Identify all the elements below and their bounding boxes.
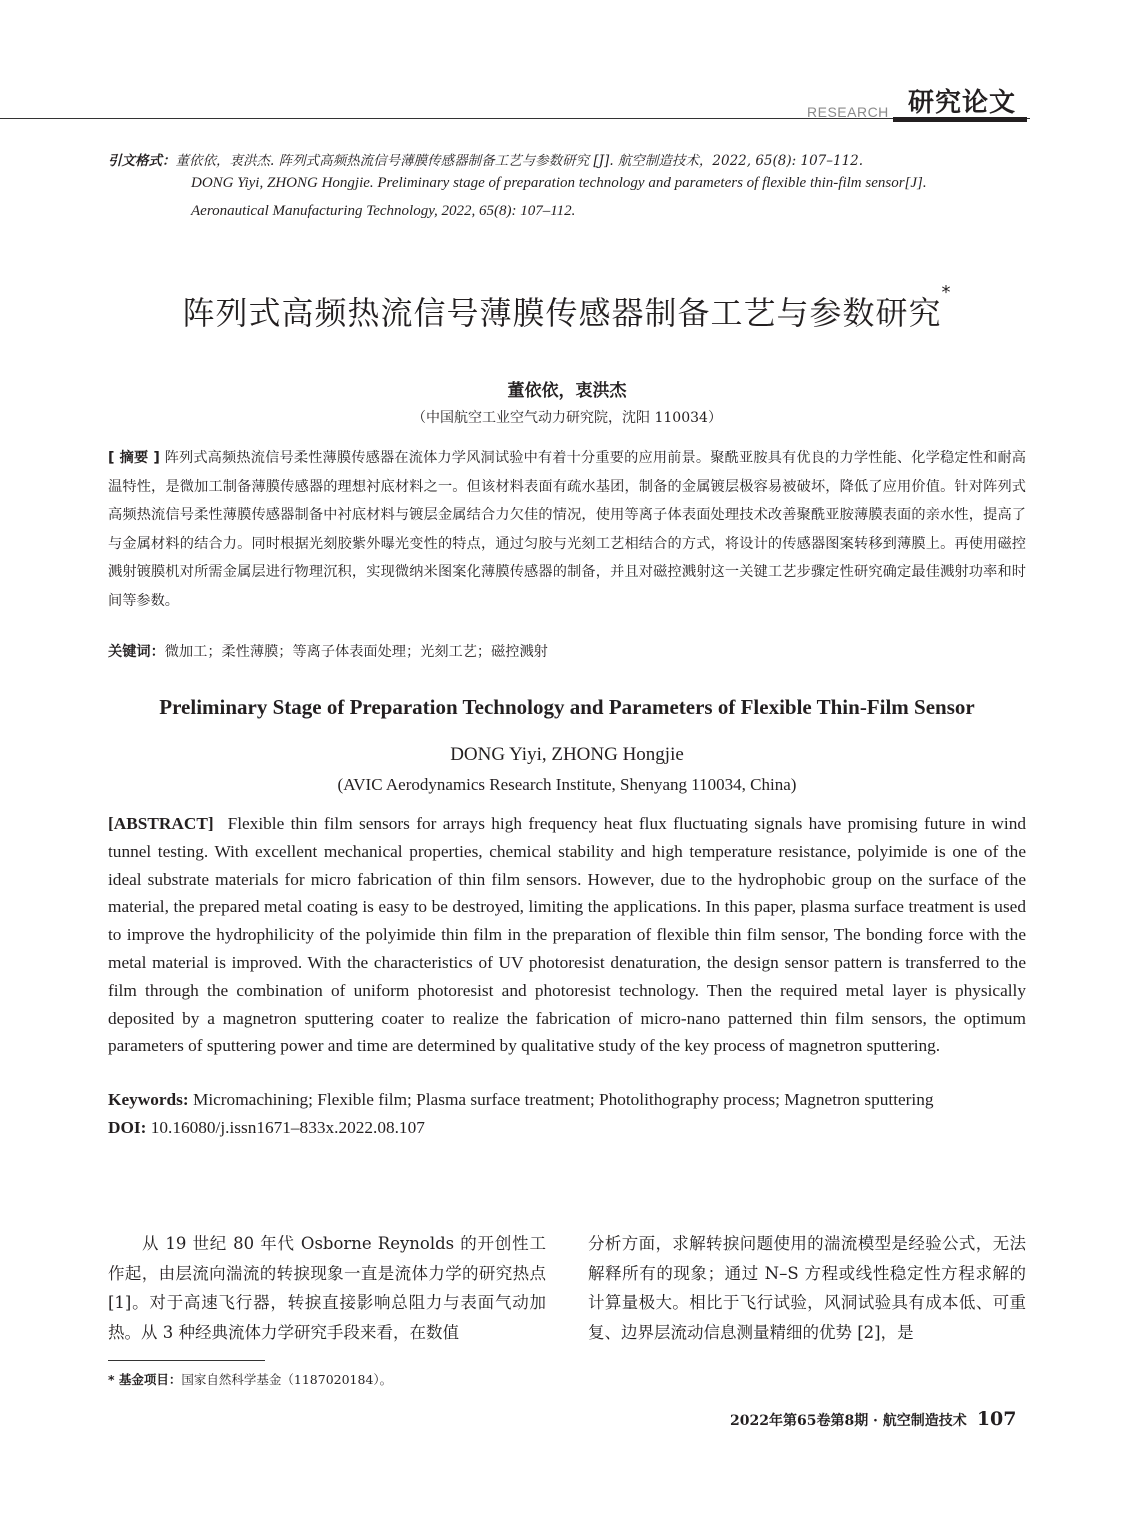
footnote bbox=[108, 1370, 392, 1388]
citation-en-line2: Aeronautical Manufacturing Technology, 2022, 65(8): 107–112. bbox=[191, 203, 576, 219]
keywords-cn-label: 关键词： bbox=[108, 644, 165, 660]
header-research-label: RESEARCH bbox=[807, 104, 889, 120]
title-cn bbox=[0, 282, 1134, 334]
keywords-en-text: Micromachining; Flexible film; Plasma surface treatment; Photolithography process; Magnetron sputtering bbox=[192, 1090, 934, 1109]
abstract-en-label: [ABSTRACT] bbox=[108, 814, 214, 833]
title-footnote-mark: * bbox=[941, 282, 952, 303]
keywords-cn-text: 微加工；柔性薄膜；等离子体表面处理；光刻工艺；磁控溅射 bbox=[164, 644, 548, 660]
footnote-rule bbox=[108, 1360, 265, 1361]
authors-cn: 董依依，衷洪杰 bbox=[507, 381, 627, 401]
affiliation-en: (AVIC Aerodynamics Research Institute, Shenyang 110034, China) bbox=[337, 775, 797, 794]
title-cn-text: 阵列式高频热流信号薄膜传感器制备工艺与参数研究 bbox=[182, 294, 942, 332]
header-section-title: 研究论文 bbox=[908, 88, 1017, 118]
page-number: 107 bbox=[976, 1408, 1017, 1430]
citation-cn bbox=[108, 147, 863, 175]
footnote-text: 国家自然科学基金（1187020184）。 bbox=[181, 1372, 393, 1387]
abstract-cn bbox=[108, 444, 1026, 615]
abstract-cn-label: [ 摘要 ] bbox=[108, 450, 160, 466]
citation-cn-text: 董依依，衷洪杰. 阵列式高频热流信号薄膜传感器制备工艺与参数研究 [J]. 航空制造技术，2022, 65(8): 107–112. bbox=[175, 153, 864, 169]
title-en: Preliminary Stage of Preparation Technology and Parameters of Flexible Thin-Film Sensor bbox=[159, 695, 975, 719]
footer-journal: 2022年第65卷第8期 · 航空制造技术 bbox=[730, 1413, 967, 1429]
abstract-cn-text: 阵列式高频热流信号柔性薄膜传感器在流体力学风洞试验中有着十分重要的应用前景。聚酰亚胺具有优良的力学性能、化学稳定性和耐高温特性，是微加工制备薄膜传感器的理想衬底材料之一。但该材料表面有疏水基团，制备的金属镀层极容易被破坏，降低了应用价值。针对阵列式高频热流信号柔性薄膜传感器制备中衬底材料与镀层金属结合力欠佳的情况，使用等离子体表面处理技术改善聚酰亚胺薄膜表面的亲水性，提高了与金属材料的结合力。同时根据光刻胶紫外曝光变性的特点，通过匀胶与光刻工艺相结合的方式，将设计的传感器图案转移到薄膜上。再使用磁控溅射镀膜机对所需金属层进行物理沉积，实现微纳米图案化薄膜传感器的制备，并且对磁控溅射这一关键工艺步骤定性研究确定最佳溅射功率和时间等参数。 bbox=[108, 450, 1026, 609]
citation-en-line1: DONG Yiyi, ZHONG Hongjie. Preliminary stage of preparation technology and parameters of flexible thin-film sensor[J]. bbox=[191, 175, 927, 191]
doi-link[interactable]: 10.16080/j.issn1671–833x.2022.08.107 bbox=[150, 1118, 425, 1137]
keywords-cn bbox=[108, 641, 548, 661]
footnote-label: * 基金项目： bbox=[108, 1372, 182, 1387]
abstract-en bbox=[108, 810, 1026, 1060]
doi-label: DOI: bbox=[108, 1118, 147, 1137]
keywords-en bbox=[108, 1090, 934, 1110]
authors-en: DONG Yiyi, ZHONG Hongjie bbox=[450, 744, 684, 765]
abstract-en-text: Flexible thin film sensors for arrays high frequency heat flux fluctuating signals have promising future in wind tunnel testing. With excellent mechanical properties, chemical stability and high temperature resistance, polyimide is one of the ideal substrate materials for micro fabrication of thin film sensors. However, due to the hydrophobic group on the surface of the material, the prepared metal coating is easy to be destroyed, limiting the applications. In this paper, plasma surface treatment is used to improve the hydrophilicity of the polyimide thin film in the preparation of flexible thin film sensor, The bonding force with the metal material is improved. With the characteristics of UV photoresist denaturation, the design sensor pattern is transferred to the film through the combination of uniform photoresist and photoresist technology. Then the required metal layer is physically deposited by a magnetron sputtering coater to realize the fabrication of micro-nano patterned thin film sensors, the optimum parameters of sputtering power and time are determined by qualitative study of the key process of magnetron sputtering. bbox=[108, 814, 1026, 1056]
citation-label: 引文格式： bbox=[108, 153, 176, 169]
doi bbox=[108, 1118, 425, 1138]
body-column-right: 分析方面，求解转捩问题使用的湍流模型是经验公式，无法解释所有的现象；通过 N–S 方程或线性稳定性方程求解的计算量极大。相比于飞行试验，风洞试验具有成本低、可重复、边界层流动信息测量精细的优势 [2]，是 bbox=[588, 1234, 1026, 1342]
body-column-left: 从 19 世纪 80 年代 Osborne Reynolds 的开创性工作起，由层流向湍流的转捩现象一直是流体力学的研究热点 [1]。对于高速飞行器，转捩直接影响总阻力与表面气动加热。从 3 种经典流体力学研究手段来看，在数值 bbox=[108, 1234, 546, 1342]
keywords-en-label: Keywords: bbox=[108, 1090, 189, 1109]
page-footer bbox=[730, 1408, 1016, 1430]
affiliation-cn: （中国航空工业空气动力研究院，沈阳 110034） bbox=[412, 410, 722, 426]
